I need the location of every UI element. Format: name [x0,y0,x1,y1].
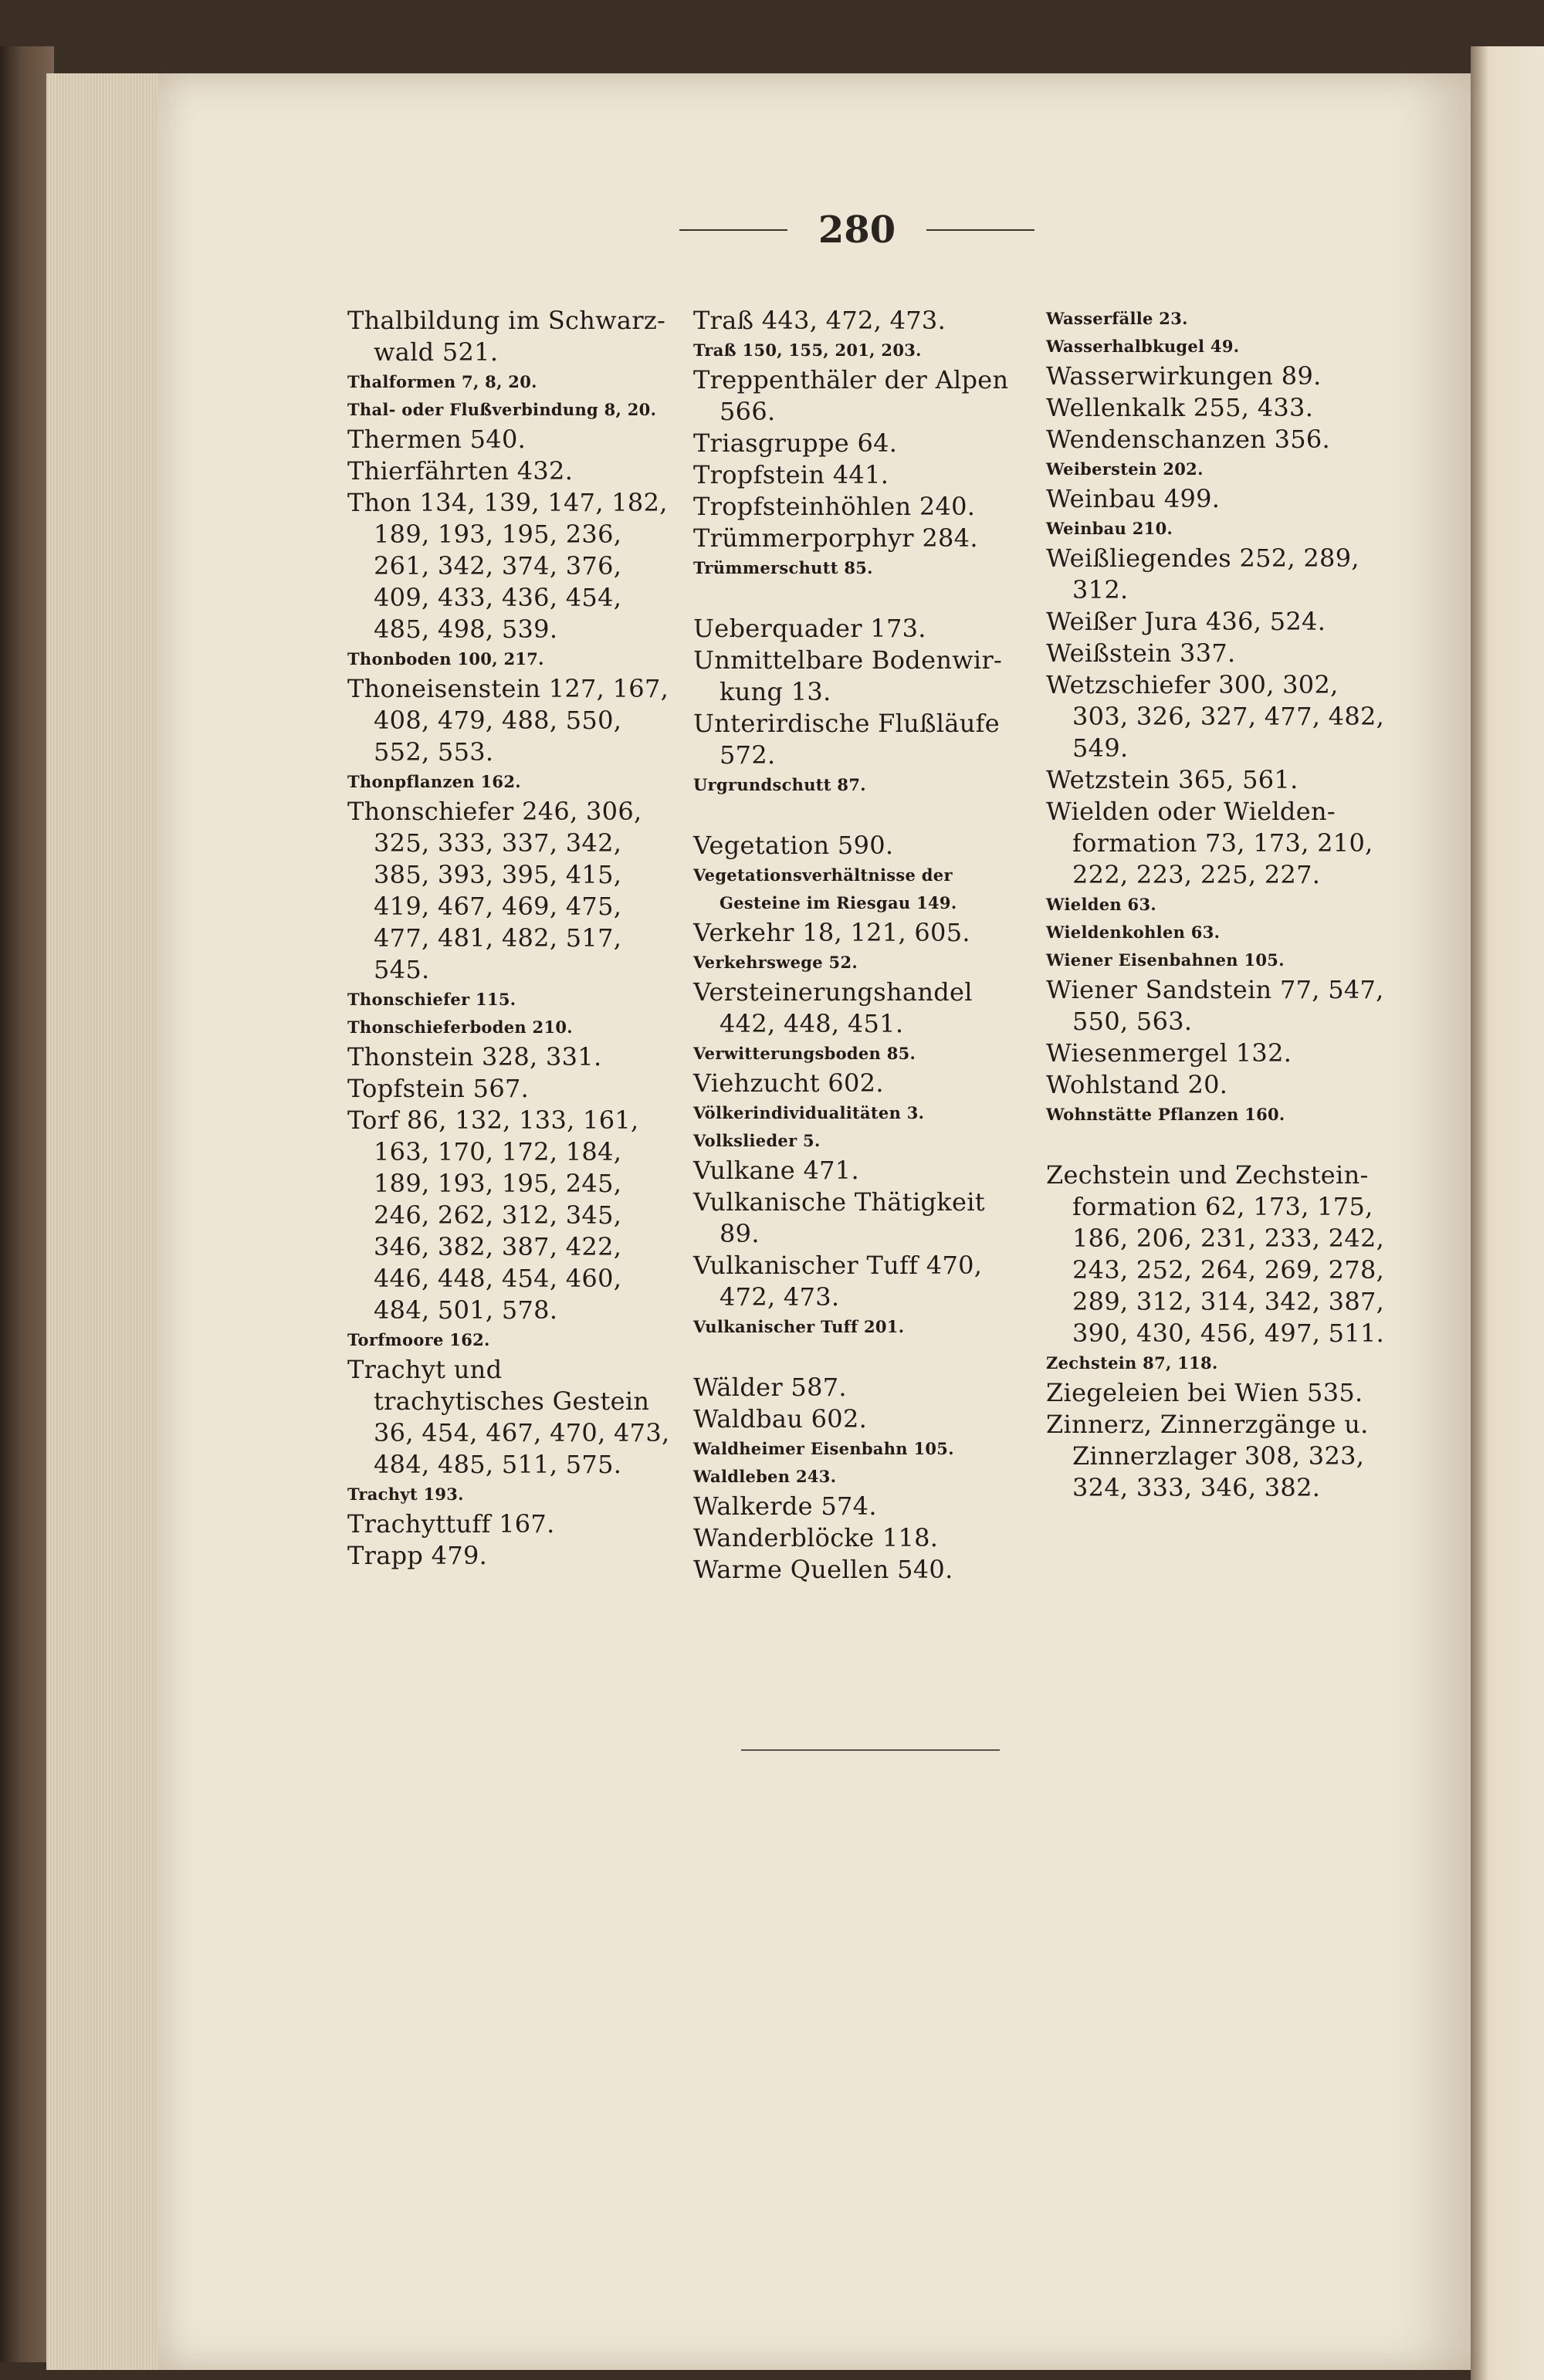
index-entry: Walkerde 574. [693,1491,877,1521]
index-entry: Wetzstein 365, 561. [1046,765,1299,794]
index-entry: Völkerindividualitäten 3. [693,1103,925,1122]
index-entry: Weiberstein 202. [1046,459,1204,479]
index-entry: Thoneisenstein 127, 167, 408, 479, 488, 550, 552, 553. [347,674,669,767]
section-gap [693,1341,1033,1372]
header-rule-left [679,229,787,231]
index-entry: Trapp 479. [347,1541,488,1570]
index-entry: Thonschieferboden 210. [347,1017,573,1037]
index-entry: Torfmoore 162. [347,1330,490,1349]
next-page-edge [1471,46,1544,2380]
index-entry: Vegetation 590. [693,831,894,860]
section-gap [693,582,1033,613]
index-entry: Traß 443, 472, 473. [693,306,946,335]
index-entry: Wiesenmergel 132. [1046,1038,1292,1068]
index-entry: Torf 86, 132, 133, 161, 163, 170, 172, 184, 189, 193, 195, 245, 246, 262, 312, 345, 346, 382, 387, 422, 446, 448, 454, 460, 484, 501, 578. [347,1105,639,1325]
index-entry: Thonschiefer 115. [347,990,516,1009]
index-entry: Tropfstein 441. [693,460,889,489]
index-entry: Thonboden 100, 217. [347,649,544,669]
section-gap [693,799,1033,830]
bottom-rule [741,1749,1000,1751]
index-entry: Wiener Sandstein 77, 547, 550, 563. [1046,975,1384,1036]
index-entry: Trümmerporphyr 284. [693,523,978,553]
index-entry: Vulkanischer Tuff 470, 472, 473. [693,1251,983,1312]
index-entry: Warme Quellen 540. [693,1555,953,1584]
index-entry: Topfstein 567. [347,1074,530,1103]
index-column-3 [1046,305,1386,1504]
index-entry: Waldbau 602. [693,1404,868,1434]
index-entry: Wetzschiefer 300, 302, 303, 326, 327, 477, 482, 549. [1046,670,1385,763]
index-entry: Weinbau 499. [1046,484,1221,513]
index-entry: Weißer Jura 436, 524. [1046,607,1326,636]
index-entry: Waldheimer Eisenbahn 105. [693,1439,954,1458]
index-entry: Thonstein 328, 331. [347,1042,602,1072]
index-entry: Verwitterungsboden 85. [693,1044,916,1063]
index-entry: Weißstein 337. [1046,638,1236,668]
index-entry: Tropfsteinhöhlen 240. [693,492,976,521]
page-number: 280 [818,208,896,252]
index-entry: Unterirdische Flußläufe 572. [693,709,1001,770]
index-entry: Waldleben 243. [693,1467,837,1486]
page-stack-edges [46,73,171,2370]
index-column-2 [693,305,1033,1586]
index-entry: Wellenkalk 255, 433. [1046,393,1314,422]
index-entry: Unmittelbare Bodenwir-kung 13. [693,645,1003,706]
index-entry: Zechstein und Zechstein-formation 62, 173, 175, 186, 206, 231, 233, 242, 243, 252, 264, 269, 278, 289, 312, 314, 342, 387, 390, 430, 456, 497, 511. [1046,1160,1385,1348]
index-entry: Wiener Eisenbahnen 105. [1046,950,1285,970]
index-entry: Trümmerschutt 85. [693,558,873,577]
index-entry: Thal- oder Flußverbindung 8, 20. [347,400,657,419]
index-entry: Wälder 587. [693,1373,847,1402]
index-entry: Wielden oder Wielden-formation 73, 173, 210, 222, 223, 225, 227. [1046,797,1373,889]
index-entry: Thonpflanzen 162. [347,772,521,791]
index-entry: Thierfährten 432. [347,456,574,486]
index-entry: Thalbildung im Schwarz-wald 521. [347,306,666,367]
index-entry: Weinbau 210. [1046,519,1173,538]
index-column-1 [347,305,679,1572]
index-entry: Zechstein 87, 118. [1046,1353,1218,1373]
index-entry: Volkslieder 5. [693,1131,821,1150]
index-entry: Verkehrswege 52. [693,953,858,972]
index-entry: Zinnerz, Zinnerzgänge u. Zinnerzlager 308, 323, 324, 333, 346, 382. [1046,1410,1369,1502]
index-entry: Vegetationsverhältnisse der Gesteine im Riesgau 149. [693,865,957,912]
page-header [679,207,1034,253]
index-entry: Ueberquader 173. [693,614,926,643]
header-rule-right [926,229,1034,231]
index-entry: Wasserhalbkugel 49. [1046,337,1240,356]
index-entry: Wendenschanzen 356. [1046,425,1331,454]
index-entry: Wanderblöcke 118. [693,1523,939,1552]
index-entry: Wasserwirkungen 89. [1046,361,1322,391]
index-entry: Vulkanische Thätigkeit 89. [693,1187,985,1248]
index-entry: Trachyt und trachytisches Gestein 36, 454, 467, 470, 473, 484, 485, 511, 575. [347,1355,670,1479]
index-entry: Urgrundschutt 87. [693,775,866,794]
index-entry: Wohnstätte Pflanzen 160. [1046,1105,1285,1124]
index-entry: Wieldenkohlen 63. [1046,923,1221,942]
index-entry: Vulkanischer Tuff 201. [693,1317,905,1336]
index-entry: Versteinerungshandel 442, 448, 451. [693,977,973,1038]
index-entry: Thon 134, 139, 147, 182, 189, 193, 195, 236, 261, 342, 374, 376, 409, 433, 436, 454, 485, 498, 539. [347,488,668,644]
index-entry: Wasserfälle 23. [1046,309,1188,328]
index-entry: Thalformen 7, 8, 20. [347,372,537,391]
index-entry: Verkehr 18, 121, 605. [693,918,970,947]
index-entry: Viehzucht 602. [693,1068,884,1098]
index-entry: Wielden 63. [1046,895,1156,914]
index-entry: Wohlstand 20. [1046,1070,1228,1099]
index-entry: Thonschiefer 246, 306, 325, 333, 337, 342, 385, 393, 395, 415, 419, 467, 469, 475, 477, 481, 482, 517, 545. [347,797,642,984]
index-entry: Thermen 540. [347,425,527,454]
index-entry: Treppenthäler der Alpen 566. [693,365,1009,426]
index-entry: Trachyttuff 167. [347,1509,555,1539]
index-entry: Triasgruppe 64. [693,428,898,458]
index-entry: Trachyt 193. [347,1485,464,1504]
index-entry: Traß 150, 155, 201, 203. [693,340,922,360]
index-entry: Vulkane 471. [693,1156,859,1185]
index-entry: Ziegeleien bei Wien 535. [1046,1378,1363,1407]
index-entry: Weißliegendes 252, 289, 312. [1046,543,1359,604]
section-gap [1046,1129,1386,1160]
